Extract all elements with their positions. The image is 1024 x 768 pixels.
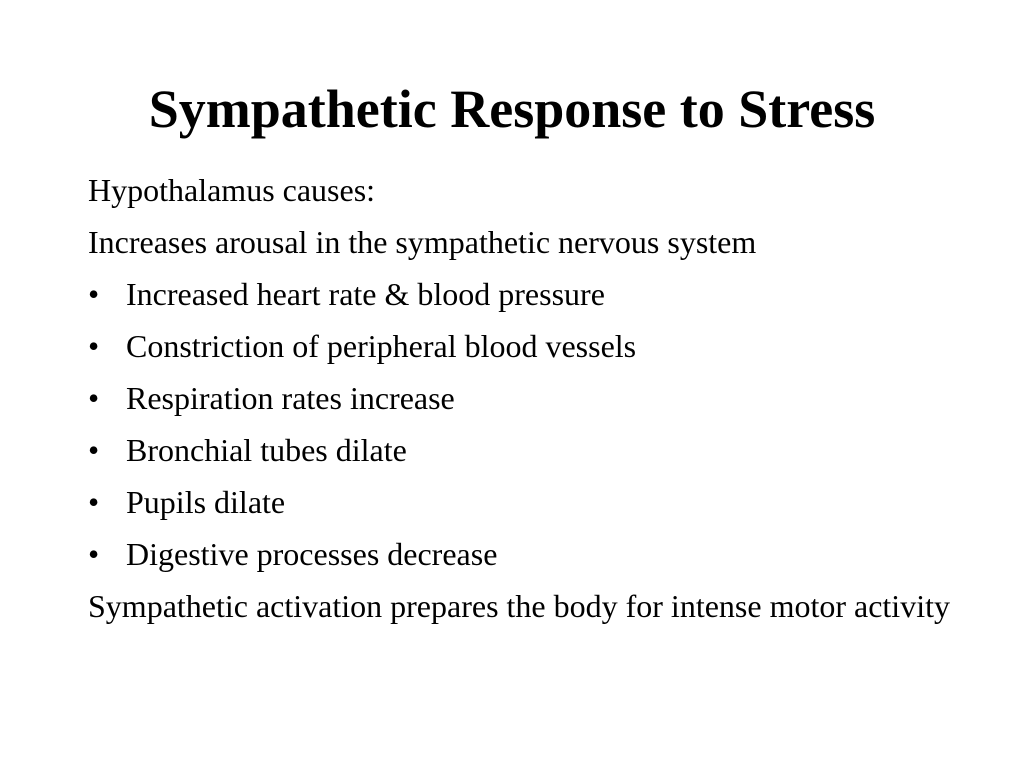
bullet-icon: •: [88, 536, 100, 572]
bullet-item: [88, 268, 958, 320]
bullet-text: Increased heart rate & blood pressure: [126, 276, 605, 312]
bullet-item: [88, 476, 958, 528]
slide-title: Sympathetic Response to Stress: [148, 79, 876, 139]
bullet-icon: •: [88, 380, 100, 416]
bullet-text: Bronchial tubes dilate: [126, 432, 407, 468]
bullet-item: [88, 424, 958, 476]
bullet-text: Respiration rates increase: [126, 380, 455, 416]
bullet-text: Constriction of peripheral blood vessels: [126, 328, 637, 364]
bullet-item: [88, 320, 958, 372]
bullet-icon: •: [88, 328, 100, 364]
slide-body: [88, 164, 958, 624]
bullet-icon: •: [88, 432, 100, 468]
conclusion-text: Sympathetic activation prepares the body for intense motor activity: [88, 588, 950, 624]
bullet-item: [88, 528, 958, 580]
intro-line-hypothalamus: Hypothalamus causes:: [88, 172, 376, 208]
bullet-item: [88, 372, 958, 424]
bullet-text: Digestive processes decrease: [126, 536, 498, 572]
bullet-icon: •: [88, 484, 100, 520]
bullet-icon: •: [88, 276, 100, 312]
intro-line-arousal: Increases arousal in the sympathetic nervous system: [88, 224, 757, 260]
bullet-list: [88, 268, 958, 580]
bullet-text: Pupils dilate: [126, 484, 286, 520]
